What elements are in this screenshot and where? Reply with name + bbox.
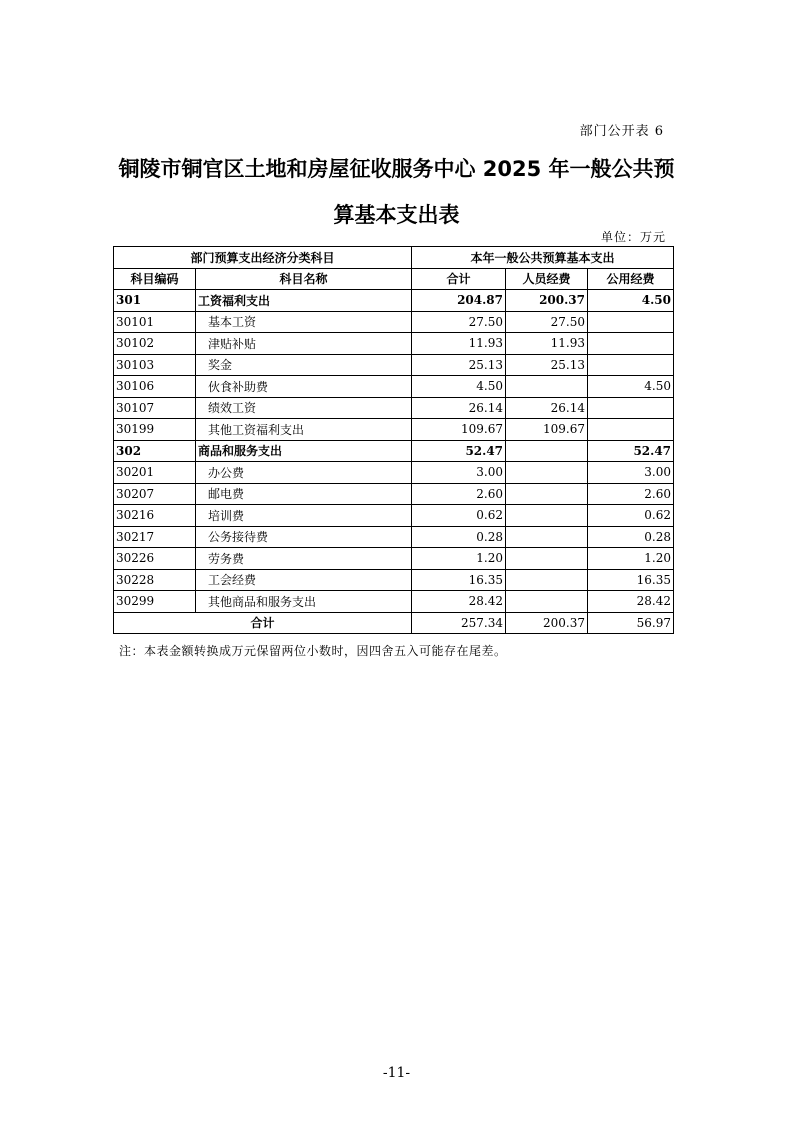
cell-public bbox=[588, 333, 674, 355]
cell-total: 109.67 bbox=[412, 419, 506, 441]
cell-code: 30228 bbox=[114, 569, 196, 591]
table-row bbox=[114, 505, 674, 527]
cell-personnel bbox=[506, 526, 588, 548]
cell-total: 11.93 bbox=[412, 333, 506, 355]
cell-name: 其他工资福利支出 bbox=[196, 419, 412, 441]
table-row bbox=[114, 548, 674, 570]
cell-name: 绩效工资 bbox=[196, 397, 412, 419]
cell-code: 30299 bbox=[114, 591, 196, 613]
cell-public: 4.50 bbox=[588, 376, 674, 398]
cell-name: 基本工资 bbox=[196, 311, 412, 333]
total-public: 56.97 bbox=[588, 612, 674, 634]
category-row bbox=[114, 440, 674, 462]
cell-personnel bbox=[506, 569, 588, 591]
cell-name: 劳务费 bbox=[196, 548, 412, 570]
cell-code: 30101 bbox=[114, 311, 196, 333]
header-column-row bbox=[114, 268, 674, 290]
cell-public: 4.50 bbox=[588, 290, 674, 312]
cell-personnel bbox=[506, 440, 588, 462]
cell-personnel bbox=[506, 505, 588, 527]
col-name-header: 科目名称 bbox=[196, 268, 412, 290]
cell-code: 302 bbox=[114, 440, 196, 462]
cell-name: 奖金 bbox=[196, 354, 412, 376]
cell-code: 30102 bbox=[114, 333, 196, 355]
cell-total: 16.35 bbox=[412, 569, 506, 591]
cell-public bbox=[588, 311, 674, 333]
cell-personnel: 109.67 bbox=[506, 419, 588, 441]
cell-public: 28.42 bbox=[588, 591, 674, 613]
cell-public bbox=[588, 354, 674, 376]
cell-public: 1.20 bbox=[588, 548, 674, 570]
total-total: 257.34 bbox=[412, 612, 506, 634]
group-left-header: 部门预算支出经济分类科目 bbox=[114, 247, 412, 269]
budget-table bbox=[113, 246, 674, 634]
cell-code: 30226 bbox=[114, 548, 196, 570]
cell-public: 16.35 bbox=[588, 569, 674, 591]
title-line-2: 算基本支出表 bbox=[333, 203, 460, 227]
cell-total: 27.50 bbox=[412, 311, 506, 333]
cell-total: 26.14 bbox=[412, 397, 506, 419]
cell-code: 30201 bbox=[114, 462, 196, 484]
table-row bbox=[114, 591, 674, 613]
cell-code: 30103 bbox=[114, 354, 196, 376]
table-row bbox=[114, 483, 674, 505]
cell-total: 4.50 bbox=[412, 376, 506, 398]
cell-public: 3.00 bbox=[588, 462, 674, 484]
col-public-header: 公用经费 bbox=[588, 268, 674, 290]
cell-personnel: 200.37 bbox=[506, 290, 588, 312]
cell-name: 公务接待费 bbox=[196, 526, 412, 548]
cell-code: 30107 bbox=[114, 397, 196, 419]
cell-personnel bbox=[506, 376, 588, 398]
table-row bbox=[114, 354, 674, 376]
unit-label: 单位：万元 bbox=[600, 230, 666, 244]
page-title bbox=[60, 146, 733, 238]
cell-personnel: 26.14 bbox=[506, 397, 588, 419]
total-label: 合计 bbox=[114, 612, 412, 634]
cell-public: 0.28 bbox=[588, 526, 674, 548]
cell-total: 0.28 bbox=[412, 526, 506, 548]
cell-total: 25.13 bbox=[412, 354, 506, 376]
cell-name: 其他商品和服务支出 bbox=[196, 591, 412, 613]
table-row bbox=[114, 462, 674, 484]
cell-name: 工资福利支出 bbox=[196, 290, 412, 312]
form-number: 部门公开表 6 bbox=[579, 124, 664, 139]
cell-personnel: 27.50 bbox=[506, 311, 588, 333]
cell-total: 1.20 bbox=[412, 548, 506, 570]
cell-personnel: 25.13 bbox=[506, 354, 588, 376]
cell-personnel bbox=[506, 462, 588, 484]
cell-total: 2.60 bbox=[412, 483, 506, 505]
category-row bbox=[114, 290, 674, 312]
cell-public: 2.60 bbox=[588, 483, 674, 505]
table-row bbox=[114, 526, 674, 548]
cell-personnel: 11.93 bbox=[506, 333, 588, 355]
cell-name: 伙食补助费 bbox=[196, 376, 412, 398]
cell-code: 30216 bbox=[114, 505, 196, 527]
cell-code: 30207 bbox=[114, 483, 196, 505]
col-personnel-header: 人员经费 bbox=[506, 268, 588, 290]
total-personnel: 200.37 bbox=[506, 612, 588, 634]
cell-name: 培训费 bbox=[196, 505, 412, 527]
cell-code: 30217 bbox=[114, 526, 196, 548]
total-row bbox=[114, 612, 674, 634]
footnote: 注：本表金额转换成万元保留两位小数时，因四舍五入可能存在尾差。 bbox=[119, 644, 507, 658]
cell-total: 204.87 bbox=[412, 290, 506, 312]
table-row bbox=[114, 569, 674, 591]
page-number: -11- bbox=[382, 1065, 411, 1081]
group-right-header: 本年一般公共预算基本支出 bbox=[412, 247, 674, 269]
cell-public: 0.62 bbox=[588, 505, 674, 527]
cell-name: 商品和服务支出 bbox=[196, 440, 412, 462]
table-row bbox=[114, 333, 674, 355]
cell-code: 30199 bbox=[114, 419, 196, 441]
cell-code: 30106 bbox=[114, 376, 196, 398]
cell-public bbox=[588, 419, 674, 441]
table-row bbox=[114, 311, 674, 333]
cell-personnel bbox=[506, 483, 588, 505]
cell-personnel bbox=[506, 548, 588, 570]
cell-total: 0.62 bbox=[412, 505, 506, 527]
cell-total: 3.00 bbox=[412, 462, 506, 484]
cell-name: 办公费 bbox=[196, 462, 412, 484]
table-row bbox=[114, 397, 674, 419]
cell-name: 津贴补贴 bbox=[196, 333, 412, 355]
table-row bbox=[114, 419, 674, 441]
cell-total: 28.42 bbox=[412, 591, 506, 613]
cell-name: 工会经费 bbox=[196, 569, 412, 591]
cell-personnel bbox=[506, 591, 588, 613]
col-code-header: 科目编码 bbox=[114, 268, 196, 290]
table-row bbox=[114, 376, 674, 398]
cell-total: 52.47 bbox=[412, 440, 506, 462]
cell-public: 52.47 bbox=[588, 440, 674, 462]
cell-name: 邮电费 bbox=[196, 483, 412, 505]
header-group-row bbox=[114, 247, 674, 269]
col-total-header: 合计 bbox=[412, 268, 506, 290]
cell-public bbox=[588, 397, 674, 419]
cell-code: 301 bbox=[114, 290, 196, 312]
title-line-1: 铜陵市铜官区土地和房屋征收服务中心 2025 年一般公共预 bbox=[118, 157, 675, 181]
